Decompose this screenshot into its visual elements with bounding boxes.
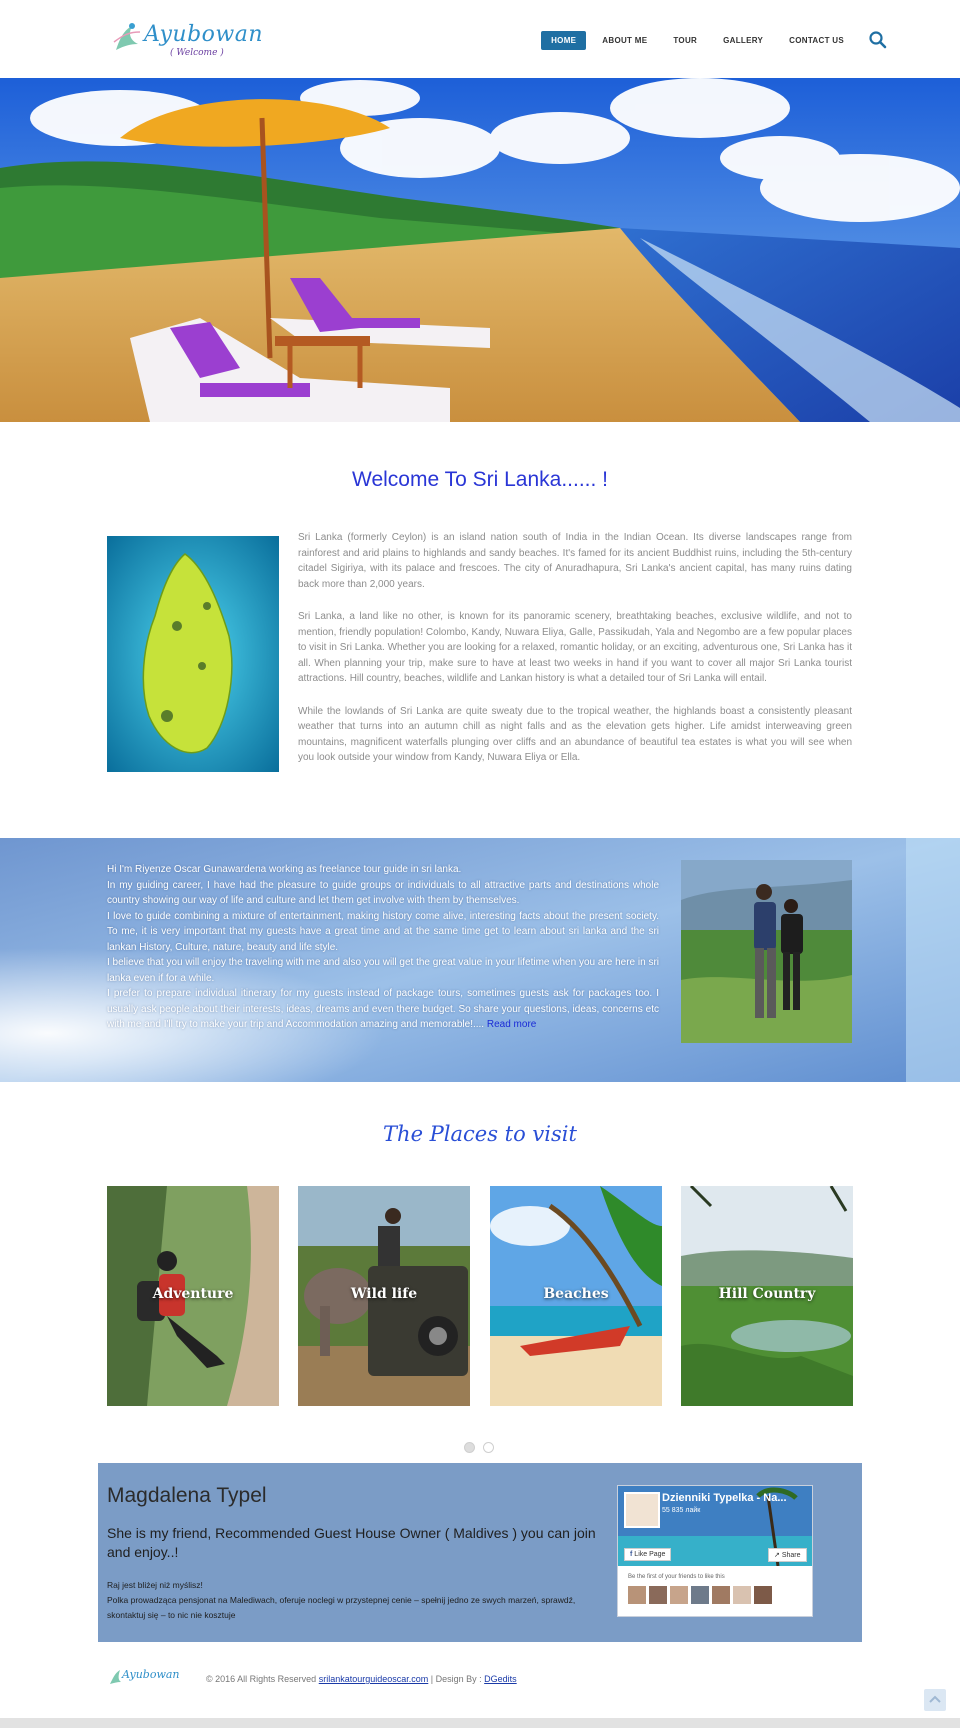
intro-paragraph: Sri Lanka, a land like no other, is known for its panoramic scenery, breathtaking beaches, exclusive wildlife, and not to mention, friendly population! Colombo, Kandy, Nuwara Eliya, Galle, Passikudah, Yala and Negombo are a few popular places to visit in Sri Lanka. Whether you are looking for a relaxed, romantic holiday, or an exciting, adventurous one, Sri Lanka has it all. When planning your trip, make sure to have at least two weeks in hand if you want to cover all major Sri Lanka tourist attractions. Hill country, beaches, wildlife and Lankan history is what a detailed tour of Sri Lanka will entail. — [298, 611, 852, 684]
fb-friends-text: Be the first of your friends to like this — [628, 1574, 725, 1580]
fb-friend-avatar[interactable] — [628, 1586, 646, 1604]
intro-paragraph: Sri Lanka (formerly Ceylon) is an island nation south of India in the Indian Ocean. Its diverse landscapes range from rainforest and arid plains to highlands and sandy beaches. It's famed for its ancient Buddhist ruins, including the 5th-century citadel Sigiriya, with its palace and frescoes. The city of Anuradhapura, Sri Lanka's ancient capital, has many ruins dating back more than 2,000 years. — [298, 532, 852, 590]
share-icon: ↗ — [774, 1552, 780, 1559]
friend-note-line: Polka prowadząca pensjonat na Malediwach, oferuje noclegi w przystepnej cenie – spełnij jedno ze swych marzeń, sprawdź, skontaktuj się – to nic nie kosztuje — [107, 1595, 576, 1620]
logo-text: Ayubowan — [144, 22, 264, 47]
nav-contact-us[interactable]: CONTACT US — [789, 35, 844, 45]
copyright-text: © 2016 All Rights Reserved — [206, 1674, 317, 1684]
logo-dancer-icon — [110, 20, 146, 54]
place-label: Hill Country — [718, 1286, 816, 1302]
guide-bio-line: In my guiding career, I have had the pleasure to guide groups or individuals to all attractive parts and destinations whole country showing our way of life and culture and let them get involve with them by themselves. — [107, 879, 659, 906]
search-icon[interactable] — [868, 30, 888, 50]
fb-friend-avatars — [628, 1586, 772, 1604]
place-card-adventure[interactable] — [107, 1186, 279, 1406]
design-by-text: | Design By : — [430, 1674, 482, 1684]
fb-friend-avatar[interactable] — [691, 1586, 709, 1604]
welcome-title: Welcome To Sri Lanka...... ! — [352, 468, 608, 491]
friend-tagline: She is my friend, Recommended Guest House Owner ( Maldives ) you can join and enjoy..! — [107, 1525, 596, 1560]
place-card-beaches[interactable] — [490, 1186, 662, 1406]
fb-share-button[interactable] — [768, 1548, 807, 1562]
intro-text — [298, 530, 852, 783]
guide-bio-line: I prefer to prepare individual itinerary for my guests instead of package tours, sometimes guests ask for packages too. I usually ask people about their interests, ideas, dreams and even there budget. So share your questions, ideas, concerns etc with me and I'll try to make your trip and Accommodation amazing and memorable!.... — [107, 988, 659, 1030]
footer-copyright — [206, 1674, 517, 1684]
guide-bio-line: I love to guide combining a mixture of entertainment, making history come alive, interesting facts about the present society. To me, it is very important that my guests have a great time and at the same time get to learn about sri lanka and the sri lankan History, Culture, nature, beauty and life style. — [107, 910, 659, 953]
carousel-dot[interactable] — [483, 1442, 494, 1453]
site-link[interactable]: srilankatourguideoscar.com — [318, 1674, 429, 1684]
intro-paragraph: While the lowlands of Sri Lanka are quite sweaty due to the tropical weather, the highlands boast a consistently pleasant weather that turns into an autumn chill as night falls and as the elevation gets higher. Life amidst interweaving green mountains, magnificent waterfalls plunging over cliffs and an abundance of beautiful tea estates is what you will see when you look outside your window from Kandy, Nuwara Eliya or Ella. — [298, 705, 852, 763]
carousel-dot[interactable] — [464, 1442, 475, 1453]
logo-subtext: ( Welcome ) — [170, 48, 224, 58]
guide-bio-line: I believe that you will enjoy the traveling with me and also you will get the great value in your lifetime when you are here in sri lanka even if for a while. — [107, 957, 659, 984]
place-label: Beaches — [543, 1286, 609, 1302]
hero-banner — [0, 78, 960, 422]
guide-photo — [681, 860, 852, 1043]
fb-like-count: 55 835 лайк — [662, 1507, 701, 1514]
facebook-page-widget[interactable] — [617, 1485, 813, 1617]
fb-friend-avatar[interactable] — [733, 1586, 751, 1604]
footer-logo-icon — [108, 1668, 122, 1686]
place-label: Wild life — [350, 1286, 418, 1302]
hero-beach-image — [0, 78, 960, 422]
designer-link[interactable]: DGedits — [484, 1674, 517, 1684]
fb-page-avatar — [624, 1492, 660, 1528]
guide-bio — [107, 862, 659, 1033]
fb-friend-avatar[interactable] — [712, 1586, 730, 1604]
main-nav — [541, 30, 888, 50]
fb-friend-avatar[interactable] — [754, 1586, 772, 1604]
friend-note-line: Raj jest bliżej niż myślisz! — [107, 1580, 203, 1590]
fb-like-page-button[interactable] — [624, 1548, 671, 1561]
nav-about-me[interactable]: ABOUT ME — [602, 35, 648, 45]
nav-home[interactable]: HOME — [541, 31, 586, 50]
fb-like-label: Like Page — [634, 1551, 666, 1558]
fb-friend-avatar[interactable] — [649, 1586, 667, 1604]
nav-tour[interactable]: TOUR — [673, 35, 698, 45]
footer-logo[interactable] — [108, 1668, 178, 1688]
chevron-up-icon — [924, 1689, 946, 1711]
friend-note — [107, 1578, 607, 1623]
fb-share-label: Share — [781, 1552, 801, 1559]
fb-friend-avatar[interactable] — [670, 1586, 688, 1604]
back-to-top-button[interactable] — [924, 1689, 946, 1711]
places-title: The Places to visit — [383, 1122, 577, 1146]
read-more-link[interactable]: Read more — [486, 1019, 537, 1030]
friend-name: Magdalena Typel — [107, 1484, 267, 1507]
site-logo[interactable] — [108, 18, 264, 60]
nav-gallery[interactable]: GALLERY — [723, 35, 764, 45]
fb-page-name: Dzienniki Typelka - Na... — [662, 1492, 787, 1504]
carousel-dots — [464, 1442, 494, 1453]
sri-lanka-map-image — [107, 536, 279, 772]
place-label: Adventure — [152, 1286, 234, 1302]
guide-bio-line: Hi I'm Riyenze Oscar Gunawardena working as freelance tour guide in sri lanka. — [107, 864, 462, 875]
horizontal-scrollbar[interactable] — [0, 1718, 960, 1728]
footer-logo-text: Ayubowan — [122, 1668, 180, 1681]
place-card-hill-country[interactable] — [681, 1186, 853, 1406]
place-card-wild-life[interactable] — [298, 1186, 470, 1406]
fb-thumb-icon: f — [630, 1551, 633, 1558]
